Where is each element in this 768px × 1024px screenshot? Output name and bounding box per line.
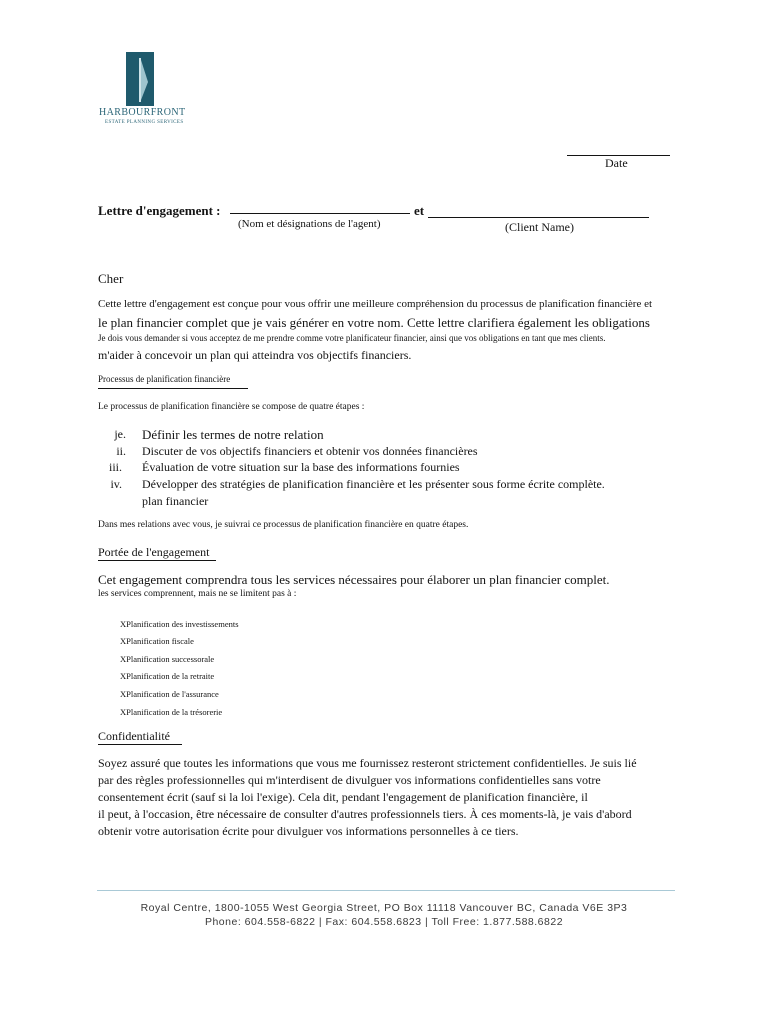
scope-heading-underline [98,560,216,561]
service-item: XPlanification successorale [120,654,215,664]
footer-divider [97,890,675,891]
logo-sail [141,60,148,100]
intro-line: Je dois vous demander si vous acceptez de me prendre comme votre planificateur financier, ainsi que vos obligations en tant que mes clients. [98,333,606,343]
scope-heading: Portée de l'engagement [98,545,210,559]
footer-address: Royal Centre, 1800-1055 West Georgia Street, PO Box 11118 Vancouver BC, Canada V6E 3P3 [140,902,628,914]
service-item: XPlanification de la retraite [120,671,215,681]
step-text: Développer des stratégies de planification financière et les présenter sous forme écrite complète. [142,477,605,491]
step-number: iii. [108,460,122,474]
brand-name: HARBOURFRONT [99,107,186,118]
confidentiality-line: consentement écrit (sauf si la loi l'exige). Cela dit, pendant l'engagement de planification financière, il [98,790,588,804]
intro-line: le plan financier complet que je vais générer en votre nom. Cette lettre clarifiera également les obligations [98,315,650,330]
step-text: Discuter de vos objectifs financiers et obtenir vos données financières [142,444,478,458]
date-label: Date [605,156,628,170]
service-item: XPlanification fiscale [120,636,194,646]
step-text: Évaluation de votre situation sur la base des informations fournies [142,460,460,474]
footer-contact: Phone: 604.558-6822 | Fax: 604.558.6823 | Toll Free: 1.877.588.6822 [204,916,564,928]
greeting: Cher [98,271,124,286]
scope-body: Cet engagement comprendra tous les services nécessaires pour élaborer un plan financier complet. [98,572,610,587]
brand-tagline: ESTATE PLANNING SERVICES [105,120,184,125]
confidentiality-line: par des règles professionnelles qui m'interdisent de divulguer vos informations confidentielles sans votre [98,773,601,787]
process-closing: Dans mes relations avec vous, je suivrai ce processus de planification financière en quatre étapes. [98,520,469,530]
title-and: et [414,203,425,218]
service-item: XPlanification des investissements [120,619,239,629]
confidentiality-line: Soyez assuré que toutes les informations que vous me fournissez resteront strictement confidentielles. Je suis lié [98,756,637,770]
step-text-continued: plan financier [142,494,209,508]
step-text: Définir les termes de notre relation [142,427,324,442]
process-heading-underline [98,388,248,389]
company-logo [126,52,154,106]
agent-field-label: (Nom et désignations de l'agent) [238,218,381,230]
intro-line: Cette lettre d'engagement est conçue pour vous offrir une meilleure compréhension du processus de planification financière et [98,298,653,310]
step-number: iv. [110,477,122,491]
letter-title: Lettre d'engagement : [98,203,221,218]
confidentiality-line: obtenir votre autorisation écrite pour divulguer vos informations personnelles à ce tiers. [98,824,519,838]
confidentiality-heading-underline [98,744,182,745]
scope-body: les services comprennent, mais ne se limitent pas à : [98,589,297,599]
intro-line: m'aider à concevoir un plan qui atteindra vos objectifs financiers. [98,348,412,362]
client-field-label: (Client Name) [505,220,574,234]
process-heading: Processus de planification financière [98,374,231,384]
agent-blank-line [230,213,410,214]
step-number: je. [114,427,126,441]
confidentiality-line: il peut, à l'occasion, être nécessaire de consulter d'autres professionnels tiers. À ces moments-là, je vais d'abord [98,807,632,821]
step-number: ii. [116,444,126,458]
client-blank-line [428,217,649,218]
confidentiality-heading: Confidentialité [98,729,170,743]
process-lead: Le processus de planification financière se compose de quatre étapes : [98,402,365,412]
service-item: XPlanification de la trésorerie [120,707,223,717]
service-item: XPlanification de l'assurance [120,689,219,699]
